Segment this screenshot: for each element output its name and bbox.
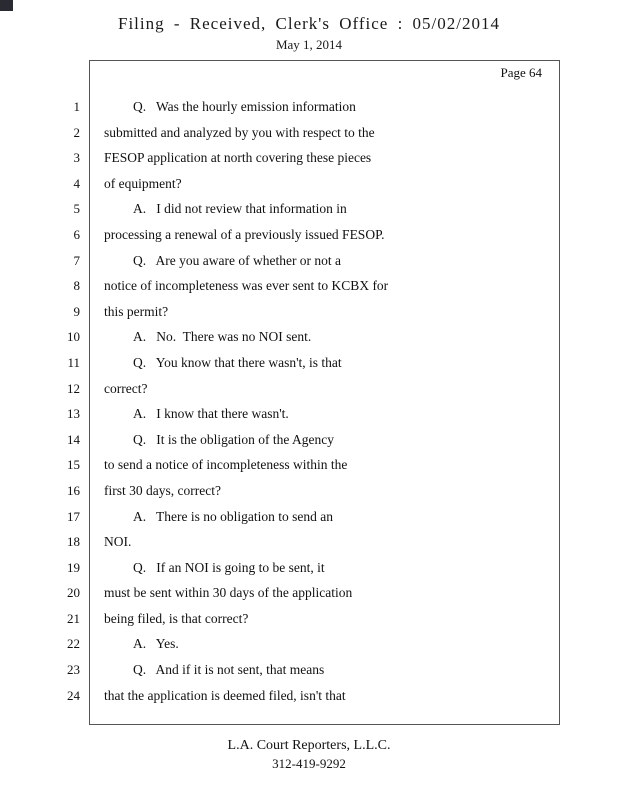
reporter-footer (0, 738, 618, 772)
line-text: Q. It is the obligation of the Agency (133, 431, 334, 447)
line-text: Q. Was the hourly emission information (133, 99, 356, 114)
line-text: correct? (104, 380, 148, 396)
line-number: 2 (73, 124, 80, 140)
scan-corner-mark (0, 0, 13, 11)
transcript-line (0, 529, 560, 555)
line-text: NOI. (104, 534, 132, 550)
transcript-line (0, 580, 560, 606)
line-text: A. Yes. (133, 636, 179, 652)
line-text: of equipment? (104, 175, 182, 191)
line-number: 15 (67, 457, 80, 473)
line-text: to send a notice of incompleteness within the (104, 457, 348, 473)
transcript-line (0, 248, 560, 274)
page-number-row (89, 65, 560, 81)
transcript-line (0, 94, 560, 120)
line-number: 23 (67, 662, 80, 678)
transcript-line (0, 555, 560, 581)
line-number: 18 (67, 534, 80, 550)
transcript-line (0, 273, 560, 299)
transcript-line (0, 145, 560, 171)
line-number: 3 (73, 150, 80, 166)
transcript-lines (0, 94, 560, 708)
transcript-line (0, 324, 560, 350)
line-text: FESOP application at north covering these pieces (104, 150, 372, 166)
transcript-line (0, 683, 560, 709)
line-text: processing a renewal of a previously issued FESOP. (104, 226, 385, 242)
line-text: must be sent within 30 days of the application (104, 585, 353, 601)
transcript-line (0, 631, 560, 657)
filing-header (0, 14, 618, 53)
line-number: 6 (73, 226, 80, 242)
line-number: 24 (67, 687, 80, 703)
line-text: this permit? (104, 303, 169, 319)
line-text: that the application is deemed filed, isn't that (104, 687, 346, 703)
line-text: A. No. There was no NOI sent. (133, 329, 312, 345)
line-number: 1 (73, 99, 80, 114)
line-number: 5 (73, 201, 80, 217)
line-number: 12 (67, 380, 80, 396)
line-text: being filed, is that correct? (104, 610, 249, 626)
transcript-line (0, 222, 560, 248)
line-number: 13 (67, 406, 80, 422)
line-text: submitted and analyzed by you with respect to the (104, 124, 375, 140)
line-text: A. There is no obligation to send an (133, 508, 333, 524)
line-text: Q. Are you aware of whether or not a (133, 252, 342, 268)
line-text: A. I know that there wasn't. (133, 406, 289, 422)
line-number: 7 (73, 252, 80, 268)
line-number: 9 (73, 303, 80, 319)
reporter-phone: 312-419-9292 (272, 756, 346, 771)
transcript-line (0, 120, 560, 146)
transcript-line (0, 299, 560, 325)
filing-title: Filing - Received, Clerk's Office : 05/02/2014 (117, 14, 500, 33)
line-number: 11 (67, 354, 80, 370)
reporter-company: L.A. Court Reporters, L.L.C. (227, 738, 391, 753)
transcript-line (0, 504, 560, 530)
line-number: 21 (67, 610, 80, 626)
transcript-line (0, 606, 560, 632)
line-number: 4 (73, 175, 80, 191)
line-text: Q. If an NOI is going to be sent, it (133, 559, 325, 575)
transcript-line (0, 427, 560, 453)
filing-date: May 1, 2014 (275, 37, 343, 52)
transcript-line (0, 376, 560, 402)
line-number: 14 (67, 431, 80, 447)
line-number: 8 (73, 278, 80, 294)
line-text: notice of incompleteness was ever sent to KCBX for (104, 278, 389, 294)
line-text: Q. You know that there wasn't, is that (133, 354, 342, 370)
line-number: 19 (67, 559, 80, 575)
line-text: Q. And if it is not sent, that means (133, 662, 325, 678)
line-number: 10 (67, 329, 80, 345)
transcript-line (0, 350, 560, 376)
transcript-line (0, 478, 560, 504)
transcript-line (0, 401, 560, 427)
transcript-line (0, 196, 560, 222)
transcript-line (0, 171, 560, 197)
line-number: 20 (67, 585, 80, 601)
line-number: 16 (67, 482, 80, 498)
line-number: 17 (67, 508, 80, 524)
page-number-label: Page 64 (500, 65, 542, 80)
line-number: 22 (67, 636, 80, 652)
transcript-line (0, 657, 560, 683)
line-text: A. I did not review that information in (133, 201, 347, 217)
transcript-line (0, 452, 560, 478)
line-text: first 30 days, correct? (104, 482, 221, 498)
